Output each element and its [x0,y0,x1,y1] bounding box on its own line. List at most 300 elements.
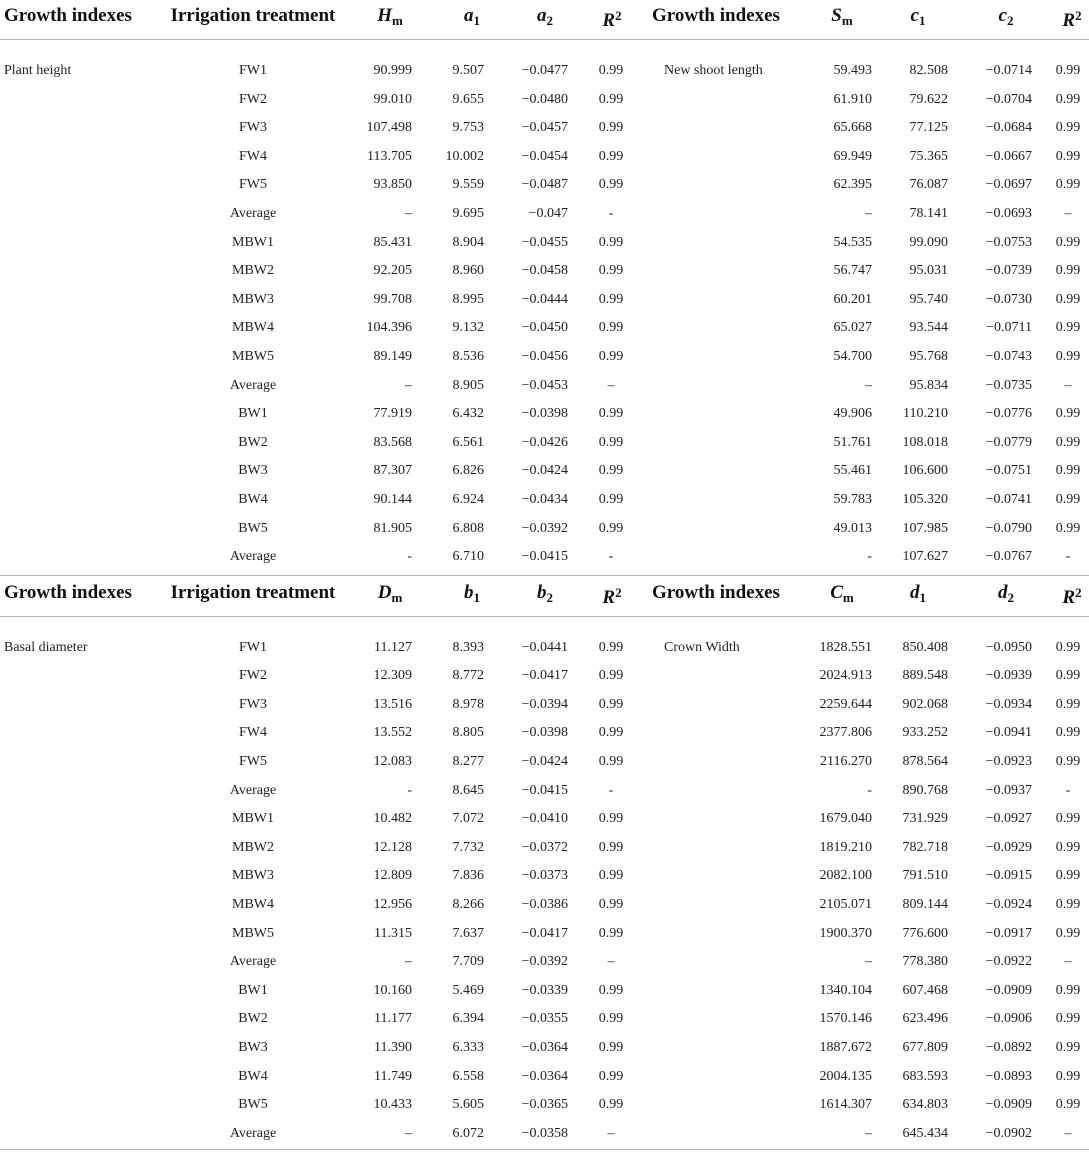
cell-value-4: 0.99 [598,811,624,827]
table-row [0,197,1089,226]
header-param-2: $a_1$ [464,5,480,28]
header-growth-indexes-right: Growth indexes [652,5,780,26]
cell-value-1: 89.149 [373,348,412,364]
table-row [0,1060,1089,1089]
cell-value-3: −0.0365 [521,1097,568,1113]
cell-value-1: 13.552 [373,725,412,741]
cell-value-2: 10.002 [445,148,484,164]
cell-value-4: 0.99 [598,320,624,336]
cell-value-3: −0.0373 [521,868,568,884]
table-row [0,512,1089,541]
cell-value-5: 1570.146 [819,1011,872,1027]
cell-value-7: −0.0893 [985,1068,1032,1084]
cell-value-8: 0.99 [1055,925,1081,941]
cell-value-2: 6.558 [452,1068,484,1084]
cell-value-7: −0.0767 [985,549,1032,565]
cell-value-4: 0.99 [598,434,624,450]
cell-treatment: FW4 [239,148,267,164]
cell-value-5: 1819.210 [819,839,872,855]
cell-value-7: −0.0693 [985,205,1032,221]
cell-value-3: −0.0426 [521,434,568,450]
cell-growth-index-right: New shoot length [664,63,763,78]
cell-value-7: −0.0776 [985,406,1032,422]
cell-value-1: 113.705 [367,148,412,164]
cell-value-3: −0.0358 [521,1125,568,1141]
cell-value-7: −0.0753 [985,234,1032,250]
cell-value-6: 107.985 [902,520,948,536]
cell-value-5: 69.949 [833,148,872,164]
cell-value-5: 2105.071 [819,897,872,913]
cell-value-6: 782.718 [902,839,948,855]
header-param-6: $c_1$ [910,5,926,28]
cell-value-5: 60.201 [833,291,872,307]
cell-value-3: −0.0454 [521,148,568,164]
cell-value-7: −0.0739 [985,263,1032,279]
cell-value-1: 90.144 [373,491,412,507]
cell-value-8: 0.99 [1055,91,1081,107]
cell-value-8: – [1064,377,1072,393]
table-row [0,745,1089,774]
cell-value-2: 7.637 [452,925,484,941]
cell-value-5: 1614.307 [819,1097,872,1113]
cell-value-2: 9.559 [452,177,484,193]
cell-value-3: −0.0453 [521,377,568,393]
cell-treatment: BW4 [238,1068,268,1084]
cell-value-1: 92.205 [373,263,412,279]
cell-value-6: 105.320 [902,491,948,507]
cell-treatment: BW5 [238,520,268,536]
cell-value-1: 10.160 [373,982,412,998]
cell-treatment: FW3 [239,696,267,712]
cell-value-5: 2004.135 [819,1068,872,1084]
cell-value-1: 13.516 [373,696,412,712]
cell-value-8: 0.99 [1055,291,1081,307]
cell-growth-index: Plant height [4,63,72,78]
cell-value-8: 0.99 [1055,434,1081,450]
cell-value-1: 10.482 [373,811,412,827]
table-row [0,1088,1089,1117]
cell-value-1: – [405,377,412,393]
table-row [0,716,1089,745]
table-row [0,83,1089,112]
cell-value-7: −0.0735 [985,377,1032,393]
cell-value-6: 850.408 [902,639,948,655]
cell-value-8: - [1065,549,1071,565]
table-row [0,111,1089,140]
table-row [0,426,1089,455]
cell-value-7: −0.0790 [985,520,1032,536]
cell-value-4: – [607,377,615,393]
cell-value-1: 90.999 [373,63,412,78]
cell-value-5: 51.761 [833,434,872,450]
cell-value-6: 95.740 [909,291,948,307]
cell-value-4: 0.99 [598,148,624,164]
cell-value-1: 85.431 [373,234,412,250]
cell-value-5: 65.027 [833,320,872,336]
cell-value-6: 634.803 [902,1097,948,1113]
cell-value-6: 645.434 [902,1125,948,1141]
header-param-3: $a_2$ [537,5,553,28]
table-row [0,888,1089,917]
header-param-7: $c_2$ [998,5,1014,28]
cell-treatment: MBW2 [232,263,274,279]
table-row [0,945,1089,974]
cell-value-2: 6.924 [452,491,484,507]
cell-value-2: 8.536 [452,348,484,364]
cell-value-7: −0.0906 [985,1011,1032,1027]
header-param-1: $D_m$ [377,581,403,605]
cell-value-3: −0.0410 [521,811,568,827]
cell-treatment: FW1 [239,639,267,655]
cell-value-4: 0.99 [598,696,624,712]
cell-value-5: 55.461 [833,463,872,479]
table-bottom-rule [0,1149,1089,1150]
cell-value-5: 65.668 [833,120,872,136]
cell-value-6: 76.087 [909,177,948,193]
cell-value-4: - [608,549,614,565]
cell-value-4: 0.99 [598,1011,624,1027]
cell-value-6: 93.544 [909,320,948,336]
table-row [0,631,1089,660]
cell-value-3: −0.0444 [521,291,568,307]
cell-treatment: MBW3 [232,868,274,884]
cell-value-3: −0.0424 [521,754,568,770]
table-row [0,859,1089,888]
cell-value-2: 5.469 [452,982,484,998]
cell-value-1: 107.498 [366,120,412,136]
cell-value-4: - [608,782,614,798]
cell-value-6: 677.809 [902,1040,948,1055]
header-param-5: $C_m$ [830,581,854,605]
table-row [0,254,1089,283]
cell-value-2: 7.709 [452,954,484,970]
section-1-body [0,54,1089,569]
cell-value-3: −0.0364 [521,1040,568,1055]
cell-value-8: 0.99 [1055,696,1081,712]
cell-value-2: 8.772 [452,668,484,684]
cell-value-7: −0.0934 [985,696,1032,712]
cell-value-8: 0.99 [1055,639,1081,655]
table-row [0,54,1089,83]
cell-value-8: 0.99 [1055,725,1081,741]
cell-value-1: - [407,549,412,565]
cell-value-5: 61.910 [833,91,872,107]
table-row [0,688,1089,717]
cell-value-3: −0.0355 [521,1011,568,1027]
cell-value-6: 890.768 [902,782,948,798]
cell-value-3: −0.0415 [521,782,568,798]
cell-value-6: 108.018 [902,434,948,450]
cell-value-4: 0.99 [598,754,624,770]
cell-value-1: – [405,1125,412,1141]
cell-value-8: 0.99 [1055,1011,1081,1027]
cell-value-4: – [607,954,615,970]
cell-value-8: 0.99 [1055,177,1081,193]
table-row [0,774,1089,803]
cell-value-3: −0.0339 [521,982,568,998]
cell-value-2: 8.266 [452,897,484,913]
cell-value-8: – [1064,954,1072,970]
cell-value-8: 0.99 [1055,520,1081,536]
cell-value-4: 0.99 [598,1097,624,1113]
table-row [0,283,1089,312]
cell-value-5: – [865,205,872,221]
cell-value-5: - [867,549,872,565]
cell-value-2: 8.978 [452,696,484,712]
cell-value-5: 2024.913 [819,668,872,684]
cell-value-4: 0.99 [598,925,624,941]
cell-value-3: −0.0398 [521,406,568,422]
section-1-header-row [0,3,1089,39]
cell-treatment: Average [229,1125,277,1141]
cell-value-7: −0.0704 [985,91,1032,107]
cell-value-6: 683.593 [902,1068,948,1084]
cell-value-6: 78.141 [909,205,948,221]
cell-treatment: BW1 [238,406,268,422]
cell-value-2: 6.808 [452,520,484,536]
cell-value-6: 77.125 [909,120,948,136]
header-param-8: $R^2$ [1062,584,1082,608]
cell-value-6: 99.090 [909,234,948,250]
cell-value-2: 9.132 [452,320,484,336]
cell-value-2: 9.753 [452,120,484,136]
cell-value-7: −0.0730 [985,291,1032,307]
cell-value-8: 0.99 [1055,491,1081,507]
cell-value-2: 7.072 [452,811,484,827]
cell-value-7: −0.0779 [985,434,1032,450]
cell-value-3: −0.0450 [521,320,568,336]
cell-value-2: 6.072 [452,1125,484,1141]
table-row [0,1002,1089,1031]
cell-value-1: – [405,954,412,970]
cell-value-7: −0.0939 [985,668,1032,684]
cell-value-5: 2259.644 [819,696,872,712]
cell-value-3: −0.0386 [521,897,568,913]
cell-value-8: 0.99 [1055,263,1081,279]
cell-value-2: 6.432 [452,406,484,422]
table-row [0,1117,1089,1146]
cell-value-8: 0.99 [1055,120,1081,136]
cell-treatment: FW5 [239,177,267,193]
cell-value-1: 12.083 [373,754,412,770]
cell-treatment: Average [229,377,277,393]
cell-value-2: 5.605 [452,1097,484,1113]
cell-value-1: 11.390 [374,1040,412,1055]
header-irrigation-treatment: Irrigation treatment [170,5,336,26]
table-row [0,311,1089,340]
cell-value-4: 0.99 [598,120,624,136]
table-row [0,1031,1089,1060]
cell-value-6: 82.508 [909,63,948,78]
cell-treatment: FW1 [239,63,267,78]
cell-value-5: – [865,1125,872,1141]
cell-value-7: −0.0684 [985,120,1032,136]
cell-value-3: −0.0392 [521,520,568,536]
header-param-3: $b_2$ [537,581,553,605]
header-param-1: $H_m$ [377,5,403,28]
cell-treatment: BW4 [238,491,268,507]
cell-value-2: 6.826 [452,463,484,479]
cell-value-3: −0.0417 [521,925,568,941]
cell-value-7: −0.0924 [985,897,1032,913]
cell-treatment: MBW4 [232,320,274,336]
cell-value-4: 0.99 [598,668,624,684]
cell-value-4: 0.99 [598,491,624,507]
cell-value-2: 9.655 [452,91,484,107]
cell-value-5: 1887.672 [819,1040,872,1055]
cell-value-1: - [407,782,412,798]
cell-value-6: 79.622 [909,91,948,107]
header-param-6: $d_1$ [910,581,926,605]
cell-treatment: BW2 [238,1011,268,1027]
cell-value-4: 0.99 [598,234,624,250]
cell-value-1: 11.127 [374,639,412,655]
cell-value-3: −0.0477 [521,63,568,78]
table-row [0,454,1089,483]
cell-value-7: −0.0714 [985,63,1032,78]
cell-value-7: −0.0892 [985,1040,1032,1055]
cell-value-8: 0.99 [1055,348,1081,364]
cell-value-5: 2082.100 [819,868,872,884]
cell-value-1: 83.568 [373,434,412,450]
cell-treatment: FW4 [239,725,267,741]
cell-value-6: 95.031 [909,263,948,279]
cell-value-8: 0.99 [1055,1097,1081,1113]
cell-value-2: 7.836 [452,868,484,884]
cell-treatment: Average [229,954,277,970]
cell-value-3: −0.0441 [521,639,568,655]
cell-growth-index: Basal diameter [4,639,88,655]
cell-value-8: 0.99 [1055,406,1081,422]
cell-treatment: BW3 [238,463,268,479]
cell-value-1: 81.905 [373,520,412,536]
cell-value-6: 776.600 [902,925,948,941]
cell-value-3: −0.0480 [521,91,568,107]
cell-value-4: 0.99 [598,63,624,78]
cell-value-3: −0.0372 [521,839,568,855]
cell-value-2: 8.904 [452,234,484,250]
cell-value-8: – [1064,1125,1072,1141]
cell-value-7: −0.0697 [985,177,1032,193]
cell-value-4: 0.99 [598,263,624,279]
cell-treatment: MBW1 [232,234,274,250]
cell-treatment: MBW5 [232,925,274,941]
cell-growth-index-right: Crown Width [664,639,740,655]
cell-value-7: −0.0950 [985,639,1032,655]
cell-value-1: 10.433 [373,1097,412,1113]
table-row [0,369,1089,398]
header-growth-indexes-left: Growth indexes [4,581,132,603]
cell-value-1: – [405,205,412,221]
cell-value-5: 1340.104 [819,982,872,998]
cell-value-8: 0.99 [1055,668,1081,684]
cell-treatment: MBW1 [232,811,274,827]
header-param-7: $d_2$ [998,581,1014,605]
cell-value-8: 0.99 [1055,982,1081,998]
cell-value-6: 106.600 [902,463,948,479]
cell-value-4: 0.99 [598,897,624,913]
table-row [0,659,1089,688]
cell-value-7: −0.0922 [985,954,1032,970]
cell-value-2: 6.561 [452,434,484,450]
cell-treatment: Average [229,205,277,221]
cell-value-5: 49.906 [833,406,872,422]
cell-value-5: 56.747 [833,263,872,279]
cell-value-3: −0.0392 [521,954,568,970]
cell-value-6: 110.210 [903,406,948,422]
cell-value-7: −0.0941 [985,725,1032,741]
cell-value-8: - [1065,782,1071,798]
cell-value-2: 8.960 [452,263,484,279]
cell-value-4: 0.99 [598,1068,624,1084]
cell-value-1: 77.919 [373,406,412,422]
header-param-4: $R^2$ [602,584,622,608]
cell-value-6: 607.468 [902,982,948,998]
cell-value-2: 9.507 [452,63,484,78]
cell-value-5: – [865,377,872,393]
cell-value-8: 0.99 [1055,1068,1081,1084]
cell-value-6: 107.627 [902,549,948,565]
cell-value-6: 95.834 [909,377,948,393]
cell-value-5: 59.783 [833,491,872,507]
cell-value-4: - [608,205,614,221]
cell-value-6: 933.252 [902,725,948,741]
cell-value-3: −0.0424 [521,463,568,479]
cell-value-1: 12.809 [373,868,412,884]
cell-value-4: 0.99 [598,348,624,364]
cell-value-8: 0.99 [1055,897,1081,913]
cell-value-5: 1679.040 [819,811,872,827]
cell-value-3: −0.0398 [521,725,568,741]
cell-value-4: 0.99 [598,839,624,855]
cell-value-1: 11.315 [374,925,412,941]
cell-value-7: −0.0667 [985,148,1032,164]
header-growth-indexes-right: Growth indexes [652,581,780,603]
cell-value-6: 731.929 [902,811,948,827]
cell-value-3: −0.0417 [521,668,568,684]
cell-value-1: 87.307 [373,463,412,479]
cell-value-2: 6.394 [452,1011,484,1027]
cell-value-1: 11.177 [374,1011,412,1027]
cell-treatment: Average [229,782,277,798]
cell-value-5: 59.493 [833,63,872,78]
cell-value-5: 2116.270 [820,754,872,770]
cell-value-2: 8.393 [452,639,484,655]
cell-value-8: 0.99 [1055,868,1081,884]
cell-value-3: −0.0455 [521,234,568,250]
table-row [0,340,1089,369]
cell-value-8: 0.99 [1055,1040,1081,1055]
cell-value-5: 1900.370 [819,925,872,941]
cell-value-7: −0.0909 [985,982,1032,998]
cell-value-6: 778.380 [902,954,948,970]
cell-value-3: −0.0487 [521,177,568,193]
cell-value-2: 8.645 [452,782,484,798]
table-row [0,831,1089,860]
cell-value-6: 75.365 [909,148,948,164]
cell-value-4: 0.99 [598,868,624,884]
cell-value-7: −0.0929 [985,839,1032,855]
cell-value-4: 0.99 [598,639,624,655]
cell-value-1: 104.396 [366,320,412,336]
cell-value-7: −0.0909 [985,1097,1032,1113]
cell-value-1: 12.309 [373,668,412,684]
cell-value-6: 623.496 [902,1011,948,1027]
cell-value-7: −0.0923 [985,754,1032,770]
cell-treatment: FW2 [239,91,267,107]
cell-treatment: FW5 [239,754,267,770]
cell-value-5: 1828.551 [819,639,872,655]
